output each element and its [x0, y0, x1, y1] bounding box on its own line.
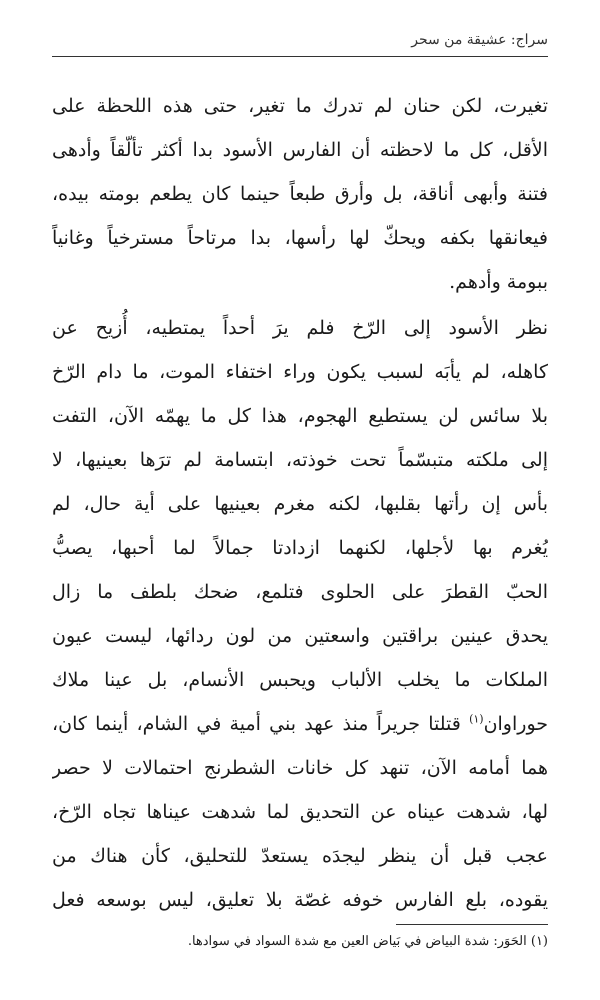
body-text — [52, 84, 548, 922]
text-line: فيعانقها بكفه ويحكّ لها رأسها، بدا مرتاحاً مسترخياً وغانياً — [52, 227, 548, 249]
text-line: إلى ملكته متبسّماً تحت خوذته، ابتسامة لم ترَها بعينيها، لا — [52, 449, 548, 471]
text-line: يحدق عينين براقتين واسعتين من لون ردائها، ليست عيون — [52, 625, 548, 647]
text-line: كاهله، لم يأبَه لسبب يكون وراء اختفاء الموت، ما دام الرّخ — [52, 361, 548, 383]
text-line: يقوده، بلع الفارس خوفه غصّة بلا تعليق، ليس بوسعه فعل — [52, 889, 548, 911]
text-line: تغيرت، لكن حنان لم تدرك ما تغير، حتى هذه اللحظة على — [52, 95, 548, 117]
text-segment: حوراوان — [483, 713, 548, 735]
running-title: سراج: عشيقة من سحر — [411, 32, 548, 48]
text-line: بلا سائس لن يستطيع الهجوم، هذا كل ما يهمّه الآن، التفت — [52, 405, 548, 427]
text-line: عجب قبل أن ينظر ليجدَه يستعدّ للتحليق، كأن هناك من — [52, 845, 548, 867]
text-line: بأس إن رأتها بقلبها، لكنه مغرم بعينيها على أية حال، لم — [52, 493, 548, 515]
footnote-divider — [396, 924, 548, 925]
footnote — [52, 934, 548, 949]
footnote-reference[interactable]: (١) — [469, 712, 484, 726]
text-line: هما أمامه الآن، تنهد كل خانات الشطرنج احتمالات لا حصر — [52, 757, 548, 779]
footnote-text: (١) الحَوَر: شدة البياض في بَياض العين مع شدة السواد في سوادها. — [187, 934, 548, 949]
text-line: الحبّ القطرَ على الحلوى فتلمع، ضحك بلطف ما زال — [52, 581, 548, 603]
text-line: الملكات ما يخلب الألباب ويحبس الأنسام، بل عينا ملاك — [52, 669, 548, 691]
text-line: نظر الأسود إلى الرّخ فلم يرَ أحداً يمتطيه، أُزيح عن — [52, 317, 548, 339]
text-line: يُغرم بها لأجلها، لكنهما ازدادتا جمالاً لما أحبها، يصبُّ — [52, 537, 548, 559]
text-segment: قتلتا جريراً منذ عهد بني أمية في الشام، أينما كان، — [52, 713, 470, 735]
text-line: الأقل، كل ما لاحظته أن الفارس الأسود بدا أكثر تألّقاً وأدهى — [52, 139, 548, 161]
text-line: فتنة وأبهى أناقة، بل وأرق طبعاً حينما كان يطعم بومته بيده، — [52, 183, 548, 205]
running-header — [52, 32, 548, 57]
text-line: لها، شدهت عيناه عن التحديق لما شدهت عيناها تجاه الرّخ، — [52, 801, 548, 823]
text-line-with-footnote-ref — [52, 702, 548, 746]
text-line: ببومة وأدهم. — [449, 271, 548, 293]
